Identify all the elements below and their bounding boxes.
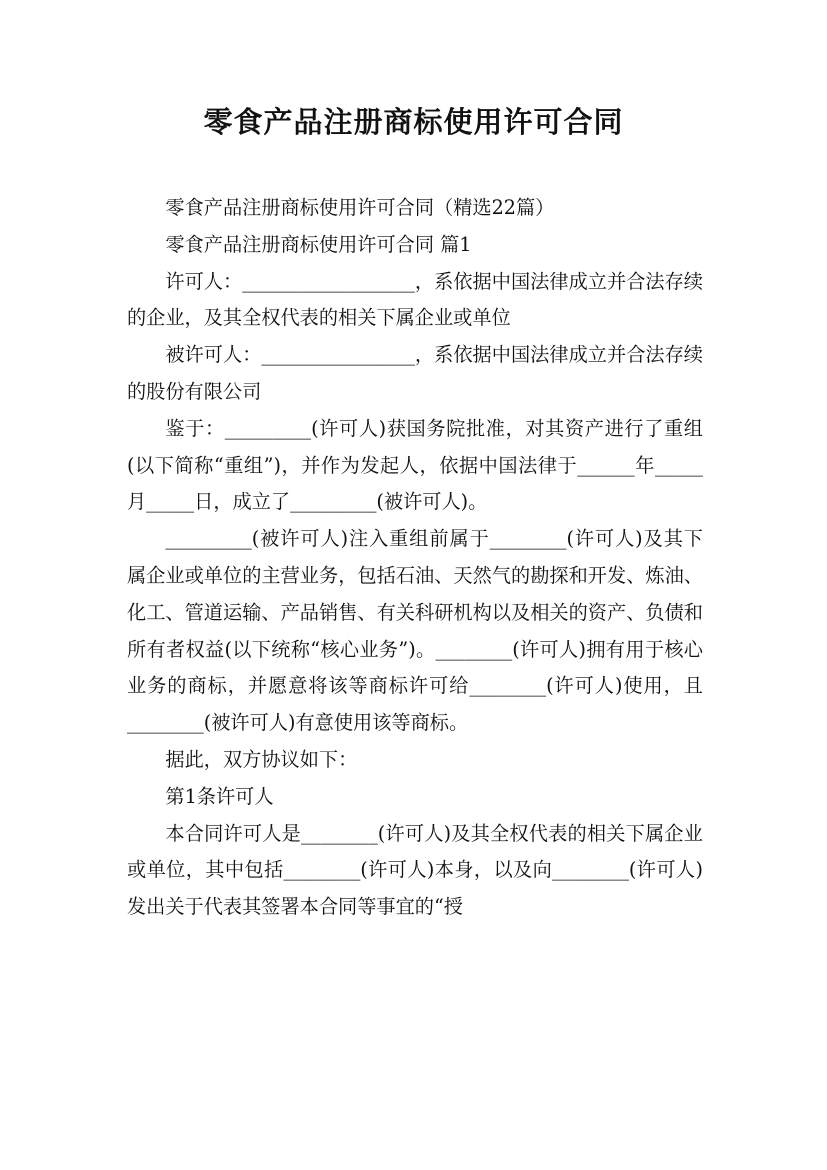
paragraph-whereas: 鉴于：_________(许可人)获国务院批准，对其资产进行了重组(以下简称“重组”)，并作为发起人，依据中国法律于______年_____月_____日，成立了_________(被许可人)。 bbox=[127, 416, 703, 514]
document-title: 零食产品注册商标使用许可合同 bbox=[203, 105, 624, 139]
paragraph-article-1-body: 本合同许可人是________(许可人)及其全权代表的相关下属企业或单位，其中包括________(许可人)本身，以及向________(许可人)发出关于代表其签署本合同等事宜的“授 bbox=[127, 821, 703, 919]
paragraph-article-1-heading: 第1条许可人 bbox=[165, 784, 274, 808]
paragraph-subtitle: 零食产品注册商标使用许可合同（精选22篇） bbox=[165, 196, 555, 219]
paragraph-core-business: _________(被许可人)注入重组前属于________(许可人)及其下属企业或单位的主营业务，包括石油、天然气的勘探和开发、炼油、化工、管道运输、产品销售、有关科研机构以及相关的资产、负债和所有者权益(以下统称“核心业务”)。________(许可人)拥有用于核心业务的商标，并愿意将该等商标许可给________(许可人)使用，且________(被许可人)有意使用该等商标。 bbox=[127, 527, 703, 735]
document-body bbox=[127, 190, 703, 926]
paragraph-licensee: 被许可人：________________，系依据中国法律成立并合法存续的股份有限公司 bbox=[127, 343, 703, 403]
paragraph-section-heading: 零食产品注册商标使用许可合同 篇1 bbox=[165, 232, 472, 256]
paragraph-licensor: 许可人：__________________，系依据中国法律成立并合法存续的企业，及其全权代表的相关下属企业或单位 bbox=[127, 269, 703, 330]
paragraph-agreement: 据此，双方协议如下： bbox=[165, 747, 358, 771]
